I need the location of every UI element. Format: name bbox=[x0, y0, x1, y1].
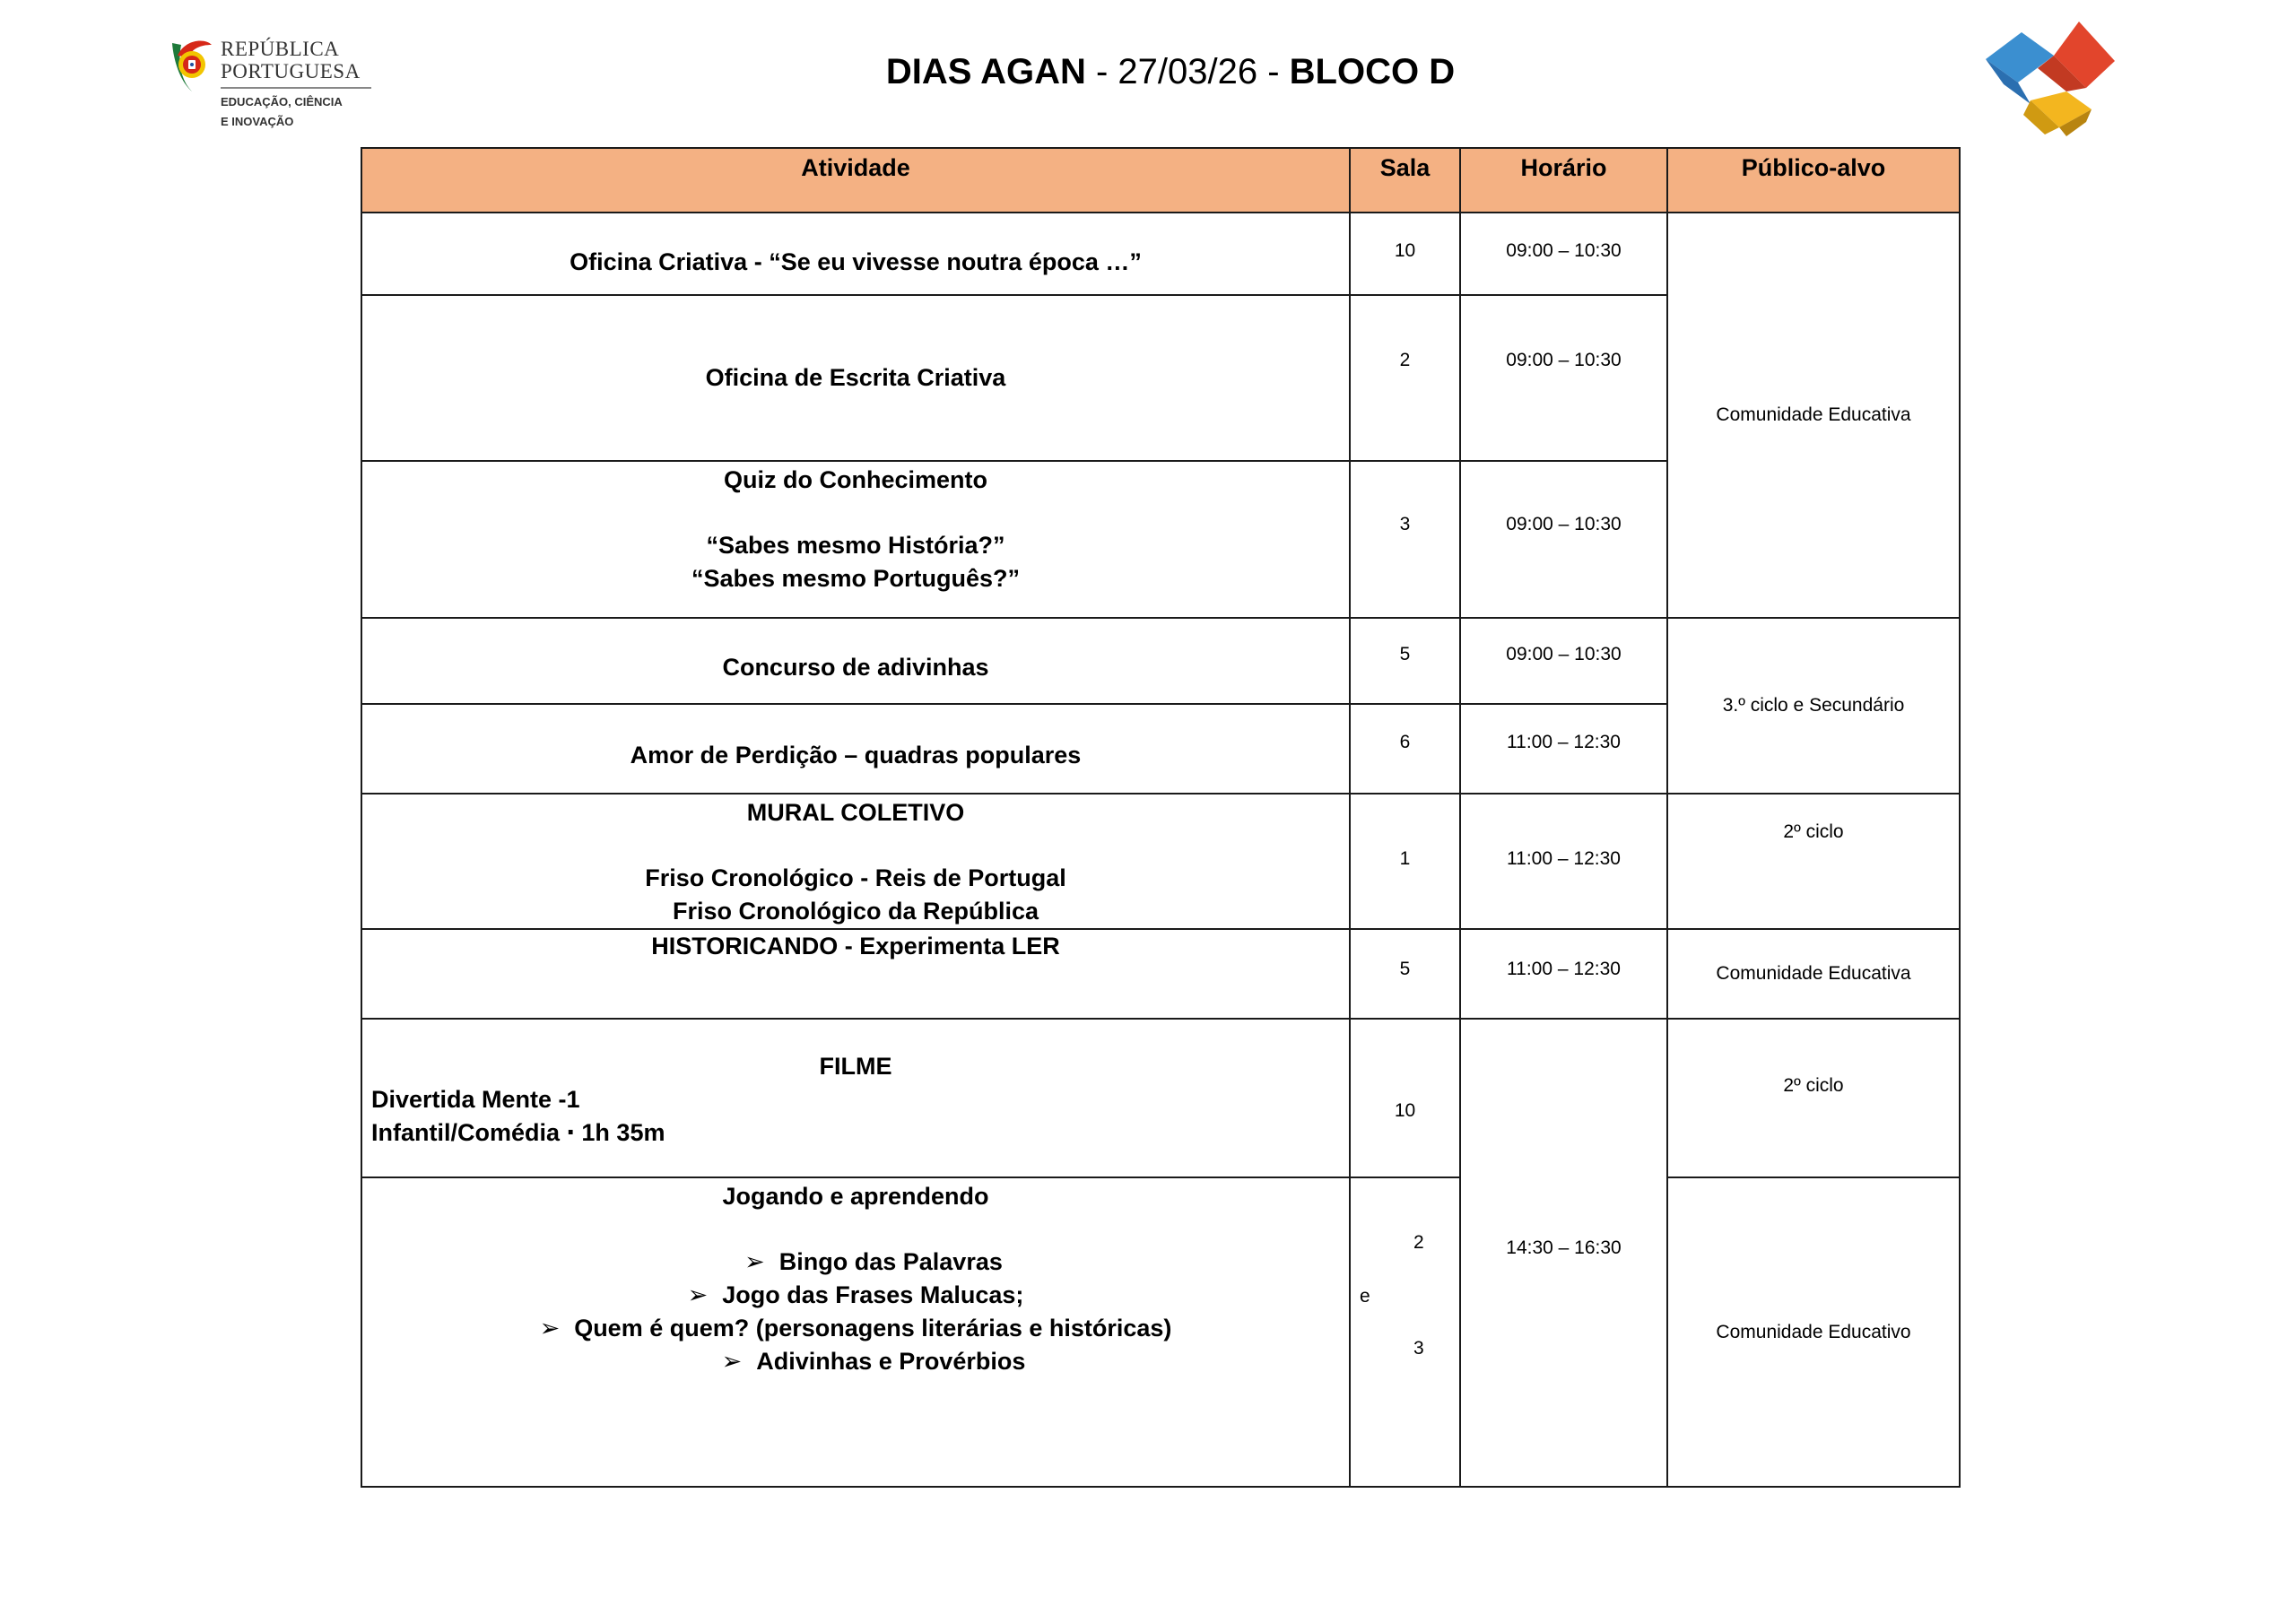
audience-cell bbox=[1667, 1019, 1960, 1177]
arrow-bullet-icon: ➢ bbox=[744, 1248, 765, 1275]
activity-cell bbox=[361, 295, 1350, 461]
activity-title: Concurso de adivinhas bbox=[722, 654, 989, 681]
time-value: 09:00 – 10:30 bbox=[1506, 644, 1622, 664]
title-sep1: - bbox=[1085, 52, 1118, 91]
table-header-row bbox=[361, 148, 1960, 213]
time-value: 14:30 – 16:30 bbox=[1506, 1237, 1622, 1258]
list-item bbox=[362, 1312, 1349, 1345]
audience-cell bbox=[1667, 213, 1960, 618]
table-row bbox=[361, 213, 1960, 295]
room-value: 5 bbox=[1399, 644, 1411, 664]
audience-value: Comunidade Educativa bbox=[1716, 404, 1911, 425]
room-cell bbox=[1350, 295, 1460, 461]
activity-line: Friso Cronológico da República bbox=[672, 898, 1039, 925]
logo-sub-line2: E INOVAÇÃO bbox=[221, 115, 294, 128]
activity-line: Friso Cronológico - Reis de Portugal bbox=[645, 864, 1066, 891]
activity-line: “Sabes mesmo História?” bbox=[706, 532, 1005, 559]
room-cell bbox=[1350, 704, 1460, 794]
room-cell bbox=[1350, 1019, 1460, 1177]
audience-value: 2º ciclo bbox=[1783, 1075, 1844, 1096]
activity-cell bbox=[361, 1177, 1350, 1487]
time-cell bbox=[1460, 461, 1667, 618]
time-cell bbox=[1460, 213, 1667, 295]
title-block: BLOCO D bbox=[1289, 52, 1456, 91]
col-header-horario: Horário bbox=[1460, 148, 1667, 213]
activity-line: Divertida Mente -1 bbox=[371, 1086, 580, 1113]
list-item-label: Jogo das Frases Malucas; bbox=[722, 1281, 1024, 1308]
activity-cell bbox=[361, 618, 1350, 704]
activity-title: HISTORICANDO - Experimenta LER bbox=[651, 933, 1060, 959]
time-value: 09:00 – 10:30 bbox=[1506, 240, 1622, 261]
time-cell bbox=[1460, 295, 1667, 461]
audience-cell bbox=[1667, 794, 1960, 929]
col-header-atividade: Atividade bbox=[361, 148, 1350, 213]
list-item-label: Bingo das Palavras bbox=[778, 1248, 1003, 1275]
time-value: 11:00 – 12:30 bbox=[1507, 848, 1621, 869]
room-value: 3 bbox=[1413, 1338, 1424, 1359]
time-value: 09:00 – 10:30 bbox=[1506, 514, 1622, 534]
activity-line: Infantil/Comédia ‧ 1h 35m bbox=[371, 1119, 665, 1146]
title-event: DIAS AGAN bbox=[885, 52, 1086, 91]
table-row bbox=[361, 929, 1960, 1019]
activity-title: Oficina Criativa - “Se eu vivesse noutra época …” bbox=[570, 248, 1142, 275]
list-item bbox=[398, 1246, 1349, 1279]
room-value: 10 bbox=[1394, 240, 1416, 261]
title-sep2: - bbox=[1257, 52, 1290, 91]
time-cell bbox=[1460, 929, 1667, 1019]
audience-value: 3.º ciclo e Secundário bbox=[1722, 695, 1905, 716]
list-item-label: Quem é quem? (personagens literárias e históricas) bbox=[574, 1315, 1172, 1341]
list-item bbox=[362, 1279, 1349, 1312]
activity-cell bbox=[361, 461, 1350, 618]
room-value: 10 bbox=[1394, 1100, 1416, 1121]
page-title bbox=[0, 52, 2296, 92]
title-date: 27/03/26 bbox=[1118, 52, 1258, 91]
arrow-bullet-icon: ➢ bbox=[539, 1315, 561, 1341]
audience-cell bbox=[1667, 929, 1960, 1019]
audience-cell bbox=[1667, 1177, 1960, 1487]
room-value: 1 bbox=[1399, 848, 1411, 869]
audience-value: Comunidade Educativo bbox=[1716, 1321, 1911, 1342]
room-cell bbox=[1350, 618, 1460, 704]
time-value: 11:00 – 12:30 bbox=[1507, 732, 1621, 752]
time-cell bbox=[1460, 1019, 1667, 1487]
col-header-publico: Público-alvo bbox=[1667, 148, 1960, 213]
room-cell bbox=[1350, 929, 1460, 1019]
activity-cell bbox=[361, 704, 1350, 794]
activity-title: Jogando e aprendendo bbox=[722, 1183, 989, 1210]
activity-cell bbox=[361, 929, 1350, 1019]
time-cell bbox=[1460, 794, 1667, 929]
logo-title-line1: REPÚBLICA bbox=[221, 38, 340, 60]
schedule-table bbox=[361, 147, 1961, 1488]
time-value: 09:00 – 10:30 bbox=[1506, 350, 1622, 370]
room-cell bbox=[1350, 794, 1460, 929]
activity-cell bbox=[361, 213, 1350, 295]
table-row bbox=[361, 618, 1960, 704]
activity-cell bbox=[361, 794, 1350, 929]
room-value: 6 bbox=[1399, 732, 1411, 752]
time-cell bbox=[1460, 704, 1667, 794]
audience-cell bbox=[1667, 618, 1960, 794]
room-cell bbox=[1350, 213, 1460, 295]
audience-value: Comunidade Educativa bbox=[1716, 963, 1911, 984]
col-header-sala: Sala bbox=[1350, 148, 1460, 213]
list-item bbox=[398, 1345, 1349, 1378]
time-cell bbox=[1460, 618, 1667, 704]
activity-line: “Sabes mesmo Português?” bbox=[691, 565, 1021, 592]
arrow-bullet-icon: ➢ bbox=[721, 1348, 743, 1375]
activity-title: Oficina de Escrita Criativa bbox=[705, 364, 1006, 391]
list-item-label: Adivinhas e Provérbios bbox=[756, 1348, 1026, 1375]
activity-title: Quiz do Conhecimento bbox=[724, 466, 987, 493]
logo-sub-line1: EDUCAÇÃO, CIÊNCIA bbox=[221, 95, 343, 109]
activity-title: Amor de Perdição – quadras populares bbox=[630, 742, 1082, 768]
table-row bbox=[361, 1177, 1960, 1487]
time-value: 11:00 – 12:30 bbox=[1507, 959, 1621, 979]
room-cell bbox=[1350, 1177, 1460, 1487]
activity-title: FILME bbox=[819, 1053, 892, 1080]
audience-value: 2º ciclo bbox=[1783, 821, 1844, 842]
activity-cell bbox=[361, 1019, 1350, 1177]
table-row bbox=[361, 794, 1960, 929]
activity-title: MURAL COLETIVO bbox=[746, 799, 965, 826]
room-value: 3 bbox=[1399, 514, 1411, 534]
table-row bbox=[361, 1019, 1960, 1177]
logo-title-line2: PORTUGUESA bbox=[221, 60, 361, 82]
room-connector: e bbox=[1360, 1286, 1370, 1307]
room-value: 5 bbox=[1399, 959, 1411, 979]
room-value: 2 bbox=[1399, 350, 1411, 370]
room-cell bbox=[1350, 461, 1460, 618]
room-value: 2 bbox=[1413, 1232, 1424, 1253]
arrow-bullet-icon: ➢ bbox=[687, 1281, 709, 1308]
